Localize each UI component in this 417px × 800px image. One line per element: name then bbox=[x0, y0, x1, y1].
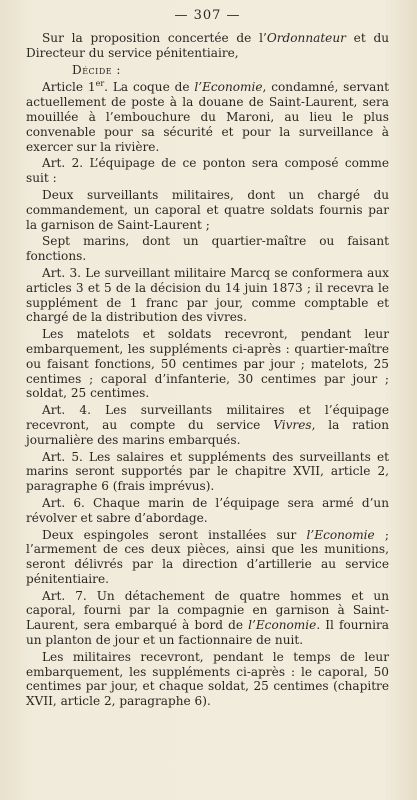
superscript: er bbox=[95, 79, 105, 89]
paragraph-art7 bbox=[26, 589, 389, 648]
paragraph-art1 bbox=[26, 80, 389, 154]
text-run: Sur la proposition concertée de l’ bbox=[42, 31, 267, 45]
text-run: , la ration journalière des marins embarqués. bbox=[26, 417, 390, 447]
paragraph-intro bbox=[26, 31, 389, 61]
italic-text: l’Economie bbox=[248, 618, 317, 633]
paragraph-art5 bbox=[26, 450, 389, 494]
decision-heading bbox=[26, 63, 389, 78]
italic-text: Vivres bbox=[273, 417, 312, 432]
text-run: Art. 4. Les surveillants militaires et l’équipage recevront, au compte du service bbox=[26, 403, 389, 432]
paragraph-art6 bbox=[26, 496, 389, 526]
paragraph-art3 bbox=[26, 266, 389, 325]
text-run: , condamné, servant actuellement de poste à la douane de Saint-Laurent, sera mouillée à l’embouchure du Maroni, au lieu le plus convenable pour sa sécurité et pour la surveillance à exercer sur la rivière. bbox=[26, 80, 389, 154]
paragraph-art7-b bbox=[26, 650, 389, 709]
italic-text: l’Economie bbox=[306, 527, 375, 542]
page-number: — 307 — bbox=[174, 8, 241, 23]
text-run: Art. 5. Les salaires et suppléments des surveillants et marins seront supportés par le chapitre XVII, article 2, paragraphe 6 (frais imprévus). bbox=[26, 449, 389, 494]
text-run: Les matelots et soldats recevront, pendant leur embarquement, les suppléments ci-après : quartier-maître ou faisant fonctions, 50 centimes par jour ; matelots, 25 centimes ; caporal d’infanterie, 30 centimes par jour ; soldat, 25 centimes. bbox=[26, 327, 389, 401]
paragraph-art2-b bbox=[26, 234, 389, 264]
text-run: Art. 6. Chaque marin de l’équipage sera armé d’un révolver et sabre d’abordage. bbox=[26, 495, 389, 525]
text-run: . Il fournira un planton de jour et un factionnaire de nuit. bbox=[26, 618, 389, 648]
text-run: Article 1 bbox=[42, 80, 96, 95]
paragraph-art2-a bbox=[26, 188, 389, 232]
text-run: Sept marins, dont un quartier-maître ou faisant fonctions. bbox=[26, 234, 389, 264]
text-run: Art. 7. Un détachement de quatre hommes et un caporal, fourni par la compagnie en garnison à Saint-Laurent, sera embarqué à bord de bbox=[26, 588, 389, 633]
text-run: et du Directeur du service pénitentiaire, bbox=[26, 31, 389, 60]
paragraph-art2 bbox=[26, 156, 389, 186]
paragraph-art4 bbox=[26, 403, 389, 447]
text-run: Deux espingoles seront installées sur bbox=[42, 527, 307, 542]
text-run: Art. 2. L’équipage de ce ponton sera composé comme suit : bbox=[26, 156, 389, 186]
document-body bbox=[26, 31, 389, 709]
text-run: Art. 3. Le surveillant militaire Marcq se conformera aux articles 3 et 5 de la décision du 14 juin 1873 ; il recevra le supplément de 1 franc par jour, comme comptable et chargé de la distribution des vivres. bbox=[26, 265, 389, 325]
text-run: Les militaires recevront, pendant le temps de leur embarquement, les suppléments ci-après : le caporal, 50 centimes par jour, et chaque soldat, 25 centimes (chapitre XVII, article 2, paragraphe 6). bbox=[26, 649, 389, 709]
text-run: ; l’armement de ces deux pièces, ainsi que les munitions, seront délivrés par la direction d’artillerie au service pénitentiaire. bbox=[26, 527, 389, 586]
text-run: . La coque de bbox=[104, 80, 195, 95]
paragraph-art3-b bbox=[26, 327, 389, 401]
italic-text: Ordonnateur bbox=[266, 31, 346, 45]
paragraph-art6-b bbox=[26, 528, 389, 587]
italic-text: l’Economie bbox=[194, 80, 263, 95]
text-run: Décide : bbox=[72, 62, 121, 77]
text-run: Deux surveillants militaires, dont un chargé du commandement, un caporal et quatre soldats fournis par la garnison de Saint-Laurent ; bbox=[26, 187, 389, 232]
